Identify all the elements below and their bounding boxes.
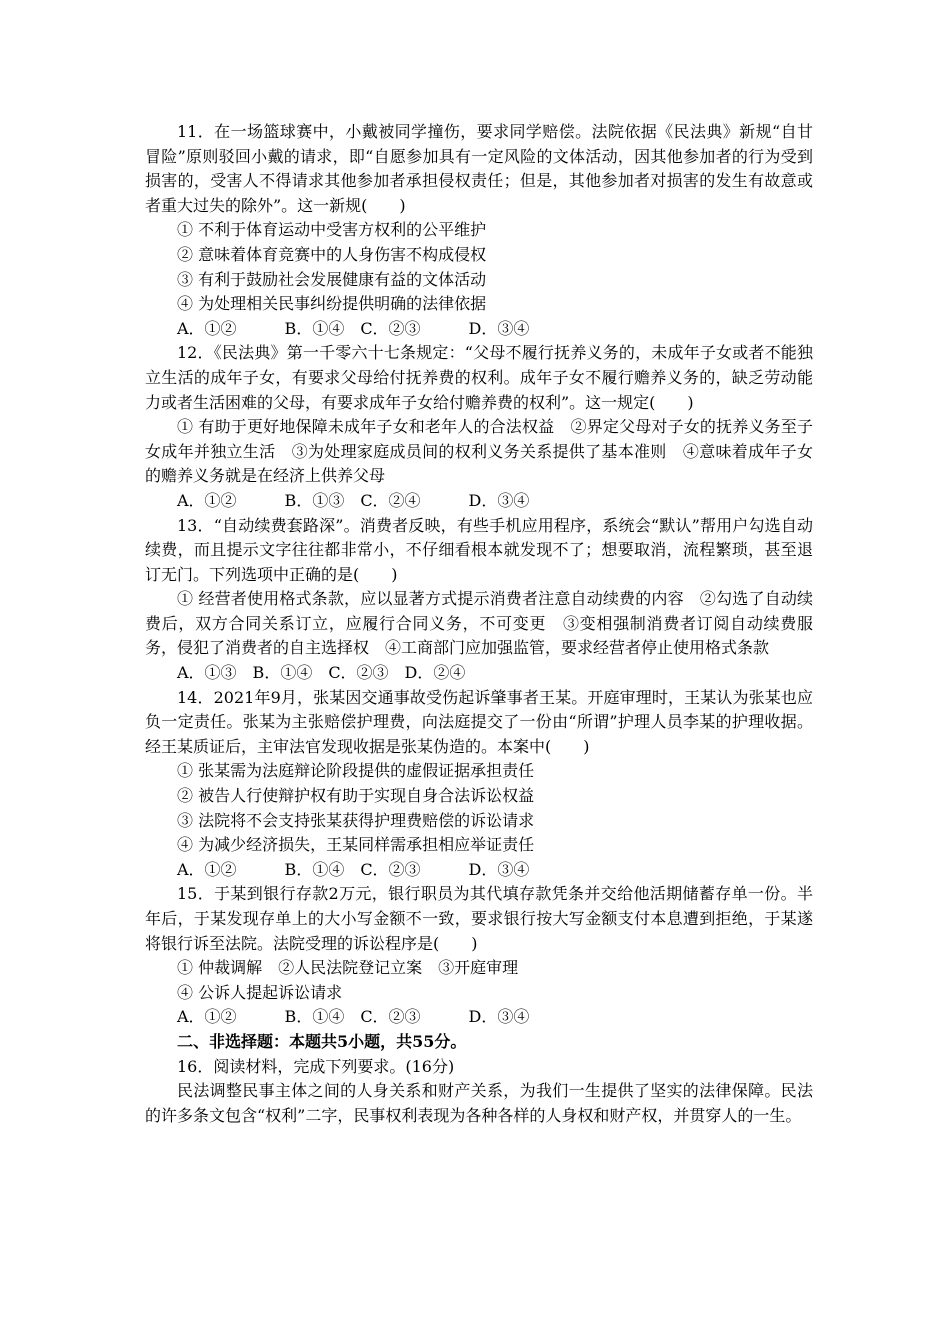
question-16-stem: 16．阅读材料，完成下列要求。(16分) — [177, 1056, 455, 1076]
answer-choices: A．①② B．①③ C．②④ D．③④ — [177, 490, 530, 510]
options-paragraph: ① 有助于更好地保障未成年子女和老年人的合法权益 ②界定父母对子女的抚养义务至子女成年并独立生活 ③为处理家庭成员间的权利义务关系提供了基本准则 ④意味着成年子女的赡养义务就是在经济上供养父母 — [145, 417, 813, 486]
question-11 — [145, 120, 813, 341]
option-1: ① 张某需为法庭辩论阶段提供的虚假证据承担责任 — [177, 761, 535, 781]
option-2: ② 被告人行使辩护权有助于实现自身合法诉讼权益 — [177, 786, 535, 806]
answer-choices: A．①② B．①④ C．②③ D．③④ — [177, 1007, 530, 1027]
question-stem: 11．在一场篮球赛中，小戴被同学撞伤，要求同学赔偿。法院依据《民法典》新规“自甘冒险”原则驳回小戴的请求，即“自愿参加具有一定风险的文体活动，因其他参加者的行为受到损害的，受害人不得请求其他参加者承担侵权责任；但是，其他参加者对损害的发生有故意或者重大过失的除外”。这一新规( ) — [145, 122, 813, 215]
section-heading: 二、非选择题：本题共5小题，共55分。 — [177, 1031, 467, 1051]
question-stem: 12．《民法典》第一千零六十七条规定：“父母不履行抚养义务的，未成年子女或者不能独立生活的成年子女，有要求父母给付抚养费的权利。成年子女不履行赡养义务的，缺乏劳动能力或者生活困难的父母，有要求成年子女给付赡养费的权利”。这一规定( ) — [145, 343, 813, 412]
answer-choices: A．①② B．①④ C．②③ D．③④ — [177, 859, 530, 879]
answer-choices: A．①② B．①④ C．②③ D．③④ — [177, 318, 530, 338]
question-15 — [145, 882, 813, 1030]
option-line-2: ④ 公诉人提起诉讼请求 — [177, 982, 343, 1002]
option-3: ③ 有利于鼓励社会发展健康有益的文体活动 — [177, 269, 487, 289]
option-3: ③ 法院将不会支持张某获得护理费赔偿的诉讼请求 — [177, 810, 535, 830]
option-4: ④ 为减少经济损失，王某同样需承担相应举证责任 — [177, 835, 535, 855]
option-1: ① 不利于体育运动中受害方权利的公平维护 — [177, 220, 487, 240]
option-4: ④ 为处理相关民事纠纷提供明确的法律依据 — [177, 294, 487, 314]
question-stem: 13．“自动续费套路深”。消费者反映，有些手机应用程序，系统会“默认”帮用户勾选自动续费，而且提示文字往往都非常小，不仔细看根本就发现不了；想要取消，流程繁琐，甚至退订无门。下列选项中正确的是( ) — [145, 515, 813, 584]
question-stem: 14．2021年9月，张某因交通事故受伤起诉肇事者王某。开庭审理时，王某认为张某也应负一定责任。张某为主张赔偿护理费，向法庭提交了一份由“所谓”护理人员李某的护理收据。经王某质证后，主审法官发现收据是张某伪造的。本案中( ) — [145, 687, 813, 756]
question-12 — [145, 341, 813, 513]
option-line-1: ① 仲裁调解 ②人民法院登记立案 ③开庭审理 — [177, 958, 519, 978]
exam-page — [145, 120, 813, 1128]
options-paragraph: ① 经营者使用格式条款，应以显著方式提示消费者注意自动续费的内容 ②勾选了自动续费后，双方合同关系订立，应履行合同义务，不可变更 ③变相强制消费者订阅自动续费服务，侵犯了消费者的自主选择权 ④工商部门应加强监管，要求经营者停止使用格式条款 — [145, 589, 813, 658]
question-16-material: 民法调整民事主体之间的人身关系和财产关系，为我们一生提供了坚实的法律保障。民法的许多条文包含“权利”二字，民事权利表现为各种各样的人身权和财产权，并贯穿人的一生。 — [145, 1081, 813, 1125]
question-14 — [145, 686, 813, 883]
question-13 — [145, 514, 813, 686]
question-stem: 15．于某到银行存款2万元，银行职员为其代填存款凭条并交给他活期储蓄存单一份。半年后，于某发现存单上的大小写金额不一致，要求银行按大写金额支付本息遭到拒绝，于某遂将银行诉至法院。法院受理的诉讼程序是( ) — [145, 884, 813, 953]
answer-choices: A．①③ B．①④ C．②③ D．②④ — [177, 663, 466, 683]
option-2: ② 意味着体育竞赛中的人身伤害不构成侵权 — [177, 244, 487, 264]
section-two — [145, 1030, 813, 1128]
